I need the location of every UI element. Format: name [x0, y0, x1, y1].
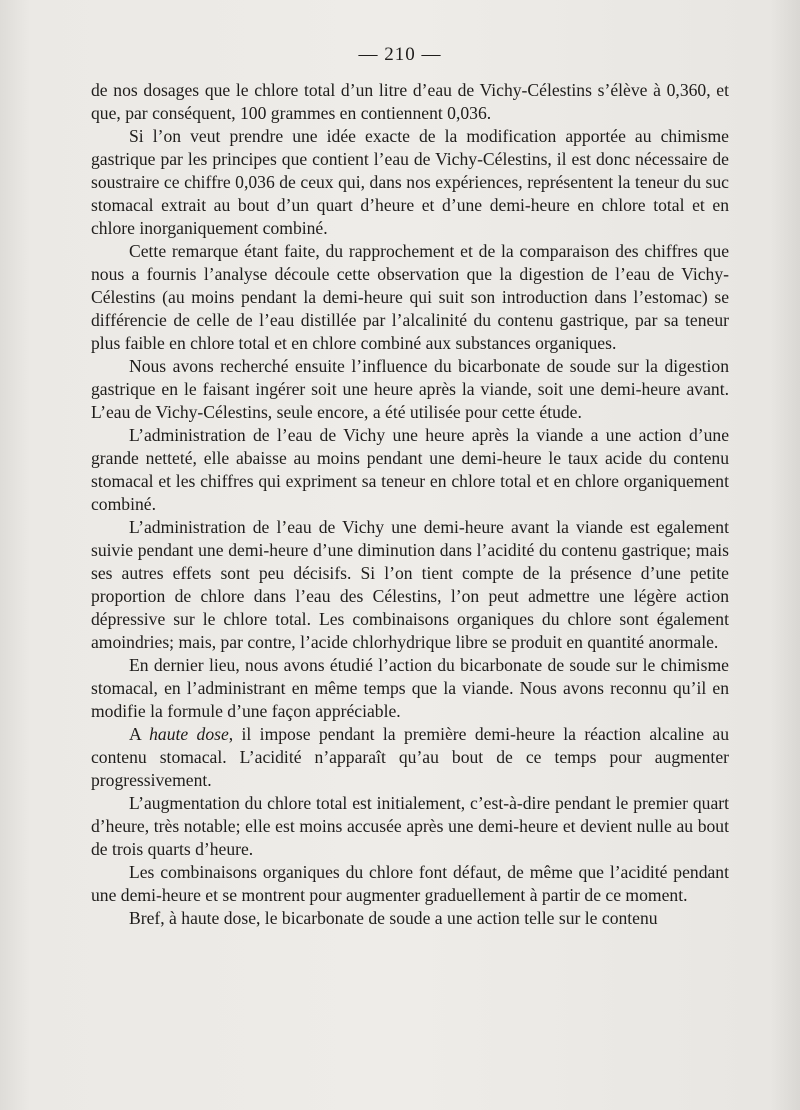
paragraph-8-italic-phrase: haute dose [149, 724, 229, 744]
paragraph-5: L’administration de l’eau de Vichy une heure après la viande a une action d’une grande netteté, elle abaisse au moins pendant une demi-heure le taux acide du contenu stomacal et les chiffres qui expriment sa teneur en chlore total et en chlore organiquement combiné. [91, 425, 729, 514]
page-number: — 210 — [358, 44, 442, 65]
body-text [91, 79, 729, 930]
paragraph-7: En dernier lieu, nous avons étudié l’action du bicarbonate de soude sur le chimisme stomacal, en l’administrant en même temps que la viande. Nous avons reconnu qu’il en modifie la formule d’une façon appréciable. [91, 655, 729, 721]
paragraph-8-rest: , il impose pendant la première demi-heure la réaction alcaline au contenu stomacal. L’acidité n’apparaît qu’au bout de ce temps pour augmenter progressivement. [91, 724, 729, 790]
paragraph-4: Nous avons recherché ensuite l’influence du bicarbonate de soude sur la digestion gastrique en le faisant ingérer soit une heure après la viande, soit une demi-heure avant. L’eau de Vichy-Célestins, seule encore, a été utilisée pour cette étude. [91, 356, 729, 422]
paragraph-8-prefix: A [129, 724, 150, 744]
paragraph-11: Bref, à haute dose, le bicarbonate de soude a une action telle sur le contenu [129, 908, 658, 928]
paragraph-8 [91, 723, 729, 792]
paragraph-9: L’augmentation du chlore total est initialement, c’est-à-dire pendant le premier quart d’heure, très notable; elle est moins accusée après une demi-heure et devient nulle au bout de trois quarts d’heure. [91, 793, 729, 859]
paragraph-10: Les combinaisons organiques du chlore font défaut, de même que l’acidité pendant une demi-heure et se montrent pour augmenter graduellement à partir de ce moment. [91, 862, 729, 905]
paragraph-3: Cette remarque étant faite, du rapprochement et de la comparaison des chiffres que nous a fournis l’analyse découle cette observation que la digestion de l’eau de Vichy-Célestins (au moins pendant la demi-heure qui suit son introduction dans l’estomac) se différencie de celle de l’eau distillée par l’alcalinité du contenu gastrique, par sa teneur plus faible en chlore total et en chlore combiné aux substances organiques. [91, 241, 729, 353]
paragraph-1: de nos dosages que le chlore total d’un litre d’eau de Vichy-Célestins s’élève à 0,360, et que, par conséquent, 100 grammes en contiennent 0,036. [91, 80, 729, 123]
paragraph-6: L’administration de l’eau de Vichy une demi-heure avant la viande est egalement suivie pendant une demi-heure d’une diminution dans l’acidité du contenu gastrique; mais ses autres effets sont peu décisifs. Si l’on tient compte de la présence d’une petite proportion de chlore dans l’eau des Célestins, l’on peut admettre une légère action dépressive sur le chlore total. Les combinaisons organiques du chlore sont également amoindries; mais, par contre, l’acide chlorhydrique libre se produit en quantité anormale. [91, 517, 729, 652]
paragraph-2: Si l’on veut prendre une idée exacte de la modification apportée au chimisme gastrique par les principes que contient l’eau de Vichy-Célestins, il est donc nécessaire de soustraire ce chiffre 0,036 de ceux qui, dans nos expériences, représentent la teneur du suc stomacal extrait au bout d’un quart d’heure et d’une demi-heure en chlore total et en chlore inorganiquement combiné. [91, 126, 729, 238]
